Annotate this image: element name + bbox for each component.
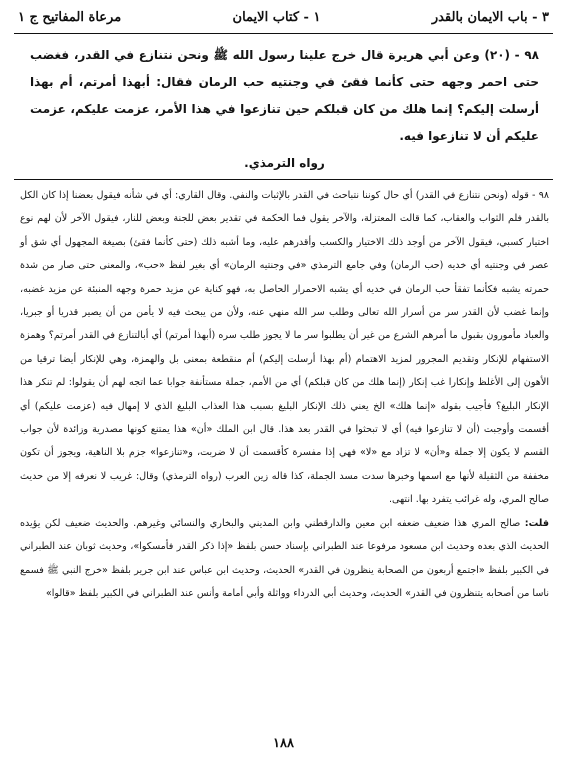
running-header [18,4,549,30]
chapter-title: ٣ - باب الايمان بالقدر [431,9,549,25]
qult-label: قلت: [524,517,549,529]
kitab-title: ١ - كتاب الايمان [232,9,321,25]
commentary-paragraph-2-text: صالح المري هذا ضعيف ضعفه ابن معين والدارقطني وابن المديني والبخاري والنسائي وغيرهم. والحديث ضعيف لكن يؤيده الحديث الذي بعده وحديث ابن مسعود مرفوعا عند الطبراني بإسناد حسن بلفظ «إذا ذكر القدر فأمسكوا»، وحديث ثوبان عند الطبراني في الكبير بلفظ «اجتمع أربعون من الصحابة ينظرون في القدر» الحديث، وحديث ابن عباس عند ابن جرير بلفظ «خرج النبي ﷺ فسمع ناسا من أصحابه يتنظرون في القدر» الحديث، وحديث أبي الدرداء وواثلة وأبي أمامة وأنس عند الطبراني في الكبير بلفظ «قالوا» [20,517,549,599]
commentary-paragraph-2 [20,512,549,606]
header-rule [14,33,553,34]
separator-rule [14,179,553,180]
page-number: ١٨٨ [273,736,294,751]
commentary-block [20,184,549,605]
hadith-reference: رواه الترمذي. [244,156,325,170]
book-title: مرعاة المفاتيح ج ١ [18,9,122,25]
commentary-paragraph-1: ٩٨ - قوله (ونحن نتنازع في القدر) أي حال كوننا نتباحث في القدر بالإثبات والنفي. وقال القاري: أي في شأنه فيقول بعضنا إذا كان الكل بالقدر فلم الثواب والعقاب، كما قالت المعتزلة، والآخر يقول فما الحكمة في تقدير بعض للجنة وبعض للنار، فيقول الآخر لأن لهم نوع اختيار كسبي، فيقول الآخر من أوجد ذلك الاختيار والكسب وأقدرهم عليه، وما أشبه ذلك (حتى كأنما فقئ) بصيغة المجهول أي شق أو عصر في وجنتيه أي خديه (حب الرمان) وفي جامع الترمذي «في وجنتيه الرمان» أي بغير لفظ «حب»، والمعنى حتى صار من شدة حمرته يشبه فكأنما تفقأ حب الرمان في خديه أي يشبه الاحمرار الحاصل به، فهو كناية عن مزيد حمرة وجهه المنبئة عن مزيد غضبه، وإنما غضب لأن القدر سر من أسرار الله تعالى وطلب سر الله منهي عنه، ولأن من يبحث فيه لا يأمن من أن يصير قدريا أو جبريا، والعباد مأمورون بقبول ما أمرهم الشرع من غير أن يطلبوا سر ما لا يجوز طلب سره (أبهذا أمرتم) أي أبالتنازع في القدر أمرتم؟ وهمزة الاستفهام للإنكار وتقديم المجرور لمزيد الاهتمام (أم بهذا أرسلت إليكم) أم منقطعة بمعنى بل والهمزة، وهي للإنكار أيضا ترقيا من الأهون إلى الأغلظ وإنكارا غب إنكار (إنما هلك من كان قبلكم) أي من الأمم، جملة مستأنفة جوابا عما اتجه لهم أن يقولوا: لم تنكر هذا الإنكار البليغ؟ فأجيب بقوله «إنما هلك» الخ يعني ذلك الإنكار البليغ بسبب هذا العذاب البليغ الذي لا إمهال فيه (عزمت عليكم) أي أقسمت وأوجبت (أن لا تنازعوا فيه) أي لا تبحثوا في القدر بعد هذا. قال ابن الملك «أن» هذا يمتنع كونها مصدرية وزائدة لأن جواب القسم لا يكون إلا جملة و«أن» لا تزاد مع «لا» فهي إذا مفسرة كأقسمت أن لا ضربت، و«تنازعوا» جزم بلا الناهية، ويجوز أن تكون مخففة من الثقيلة لأنها مع اسمها وخبرها سدت مسد الجملة، كذا قاله زين العرب (رواه الترمذي) وقال: غريب لا نعرفه إلا من حديث صالح المري، وله غرائب يتفرد بها. انتهى. [20,190,549,506]
hadith-text-block [30,42,539,177]
hadith-text: ٩٨ - (٢٠) وعن أبي هريرة قال خرج علينا رسول الله ﷺ ونحن نتنازع في القدر، فغضب حتى احمر وجهه حتى كأنما فقئ في وجنتيه حب الرمان فقال: أبهذا أمرتم، أم بهذا أرسلت إليكم؟ إنما هلك من كان قبلكم حين تنازعوا في هذا الأمر، عزمت عليكم، عزمت عليكم أن لا تنازعوا فيه. [30,48,539,143]
